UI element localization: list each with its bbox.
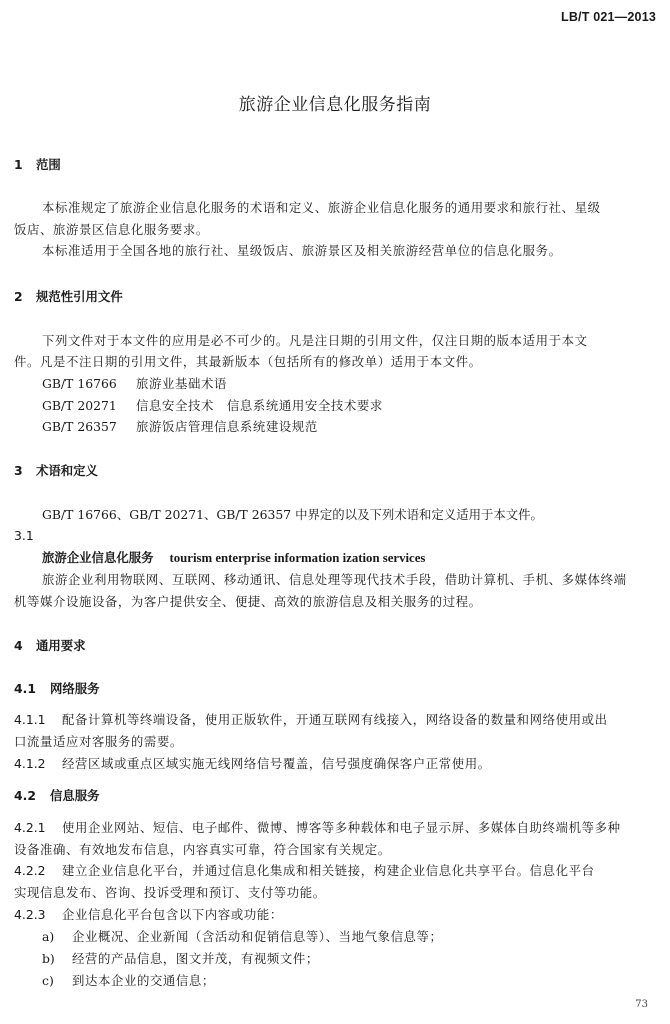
clause-number: 4.1.1 [14,712,46,727]
list-item [42,973,215,989]
list-item-label: a) [42,929,55,944]
clause-text-line: 实现信息发布、咨询、投诉受理和预订、支付等功能。 [14,885,326,900]
list-item-text: 到达本企业的交通信息； [72,973,215,988]
paragraph-line: 本标准规定了旅游企业信息化服务的术语和定义、旅游企业信息化服务的通用要求和旅行社、星级 [42,200,601,215]
paragraph-line: GB/T 16766、GB/T 20271、GB/T 26357 中界定的以及下列术语和定义适用于本文件。 [42,507,543,522]
page-number: 73 [635,999,648,1010]
term-chinese: 旅游企业信息化服务 [42,550,154,565]
reference-code: GB/T 20271 [42,398,117,413]
section-number: 3 [14,463,23,478]
subsection-4-1-heading [14,681,100,697]
clause-text: 配备计算机等终端设备，使用正版软件，开通互联网有线接入，网络设备的数量和网络使用或出 [62,712,608,727]
clause-text: 建立企业信息化平台，并通过信息化集成和相关链接，构建企业信息化共享平台。信息化平台 [62,863,595,878]
document-title: 旅游企业信息化服务指南 [238,95,432,115]
subsection-number: 3.1 [14,528,34,543]
list-item [42,951,319,967]
clause-4-1-1 [14,712,608,728]
section-title: 范围 [36,157,61,172]
list-item-text: 经营的产品信息，图文并茂，有视频文件； [72,951,319,966]
section-4-heading [14,638,86,654]
section-number: 2 [14,289,23,304]
paragraph-line: 本标准适用于全国各地的旅行社、星级饭店、旅游景区及相关旅游经营单位的信息化服务。 [42,243,562,258]
definition-line: 旅游企业利用物联网、互联网、移动通讯、信息处理等现代技术手段，借助计算机、手机、多媒体终端 [42,572,627,587]
subsection-title: 网络服务 [50,681,100,696]
term-entry [42,550,425,566]
clause-text-line: 设备准确、有效地发布信息，内容真实可靠，符合国家有关规定。 [14,842,391,857]
clause-4-2-3 [14,907,283,923]
section-title: 规范性引用文件 [36,289,123,304]
clause-number: 4.2.3 [14,907,46,922]
clause-number: 4.2.2 [14,863,46,878]
section-number: 4 [14,638,23,653]
reference-item [42,419,318,435]
list-item [42,929,443,945]
clause-text: 企业信息化平台包含以下内容或功能： [62,907,283,922]
reference-item [42,376,227,392]
subsection-title: 信息服务 [50,788,100,803]
paragraph-line: 下列文件对于本文件的应用是必不可少的。凡是注日期的引用文件，仅注日期的版本适用于本文 [42,333,588,348]
section-2-heading [14,289,123,305]
clause-number: 4.2.1 [14,820,46,835]
section-title: 通用要求 [36,638,86,653]
paragraph-line: 件。凡是不注日期的引用文件，其最新版本（包括所有的修改单）适用于本文件。 [14,354,482,369]
reference-code: GB/T 16766 [42,376,117,391]
reference-title: 旅游业基础术语 [136,376,227,391]
clause-text-line: 口流量适应对客服务的需要。 [14,734,183,749]
reference-item [42,398,383,414]
section-title: 术语和定义 [36,463,98,478]
reference-title: 信息安全技术 信息系统通用安全技术要求 [136,398,383,413]
section-1-heading [14,157,61,173]
list-item-label: c) [42,973,54,988]
subsection-4-2-heading [14,788,100,804]
paragraph-line: 饭店、旅游景区信息化服务要求。 [14,222,209,237]
clause-4-2-2 [14,863,595,879]
subsection-number: 4.2 [14,788,36,803]
clause-text: 使用企业网站、短信、电子邮件、微博、博客等多种载体和电子显示屏、多媒体自助终端机等多种 [62,820,621,835]
list-item-label: b) [42,951,55,966]
term-english: tourism enterprise information ization services [169,551,426,565]
reference-code: GB/T 26357 [42,419,117,434]
clause-4-1-2 [14,756,491,772]
list-item-text: 企业概况、企业新闻（含活动和促销信息等）、当地气象信息等； [72,929,443,944]
definition-line: 机等媒介设施设备，为客户提供安全、便捷、高效的旅游信息及相关服务的过程。 [14,594,482,609]
clause-text: 经营区域或重点区域实施无线网络信号覆盖，信号强度确保客户正常使用。 [62,756,491,771]
section-3-heading [14,463,98,479]
document-code: LB/T 021—2013 [560,10,656,24]
clause-4-2-1 [14,820,621,836]
subsection-number: 4.1 [14,681,36,696]
section-number: 1 [14,157,23,172]
reference-title: 旅游饭店管理信息系统建设规范 [136,419,318,434]
clause-number: 4.1.2 [14,756,46,771]
